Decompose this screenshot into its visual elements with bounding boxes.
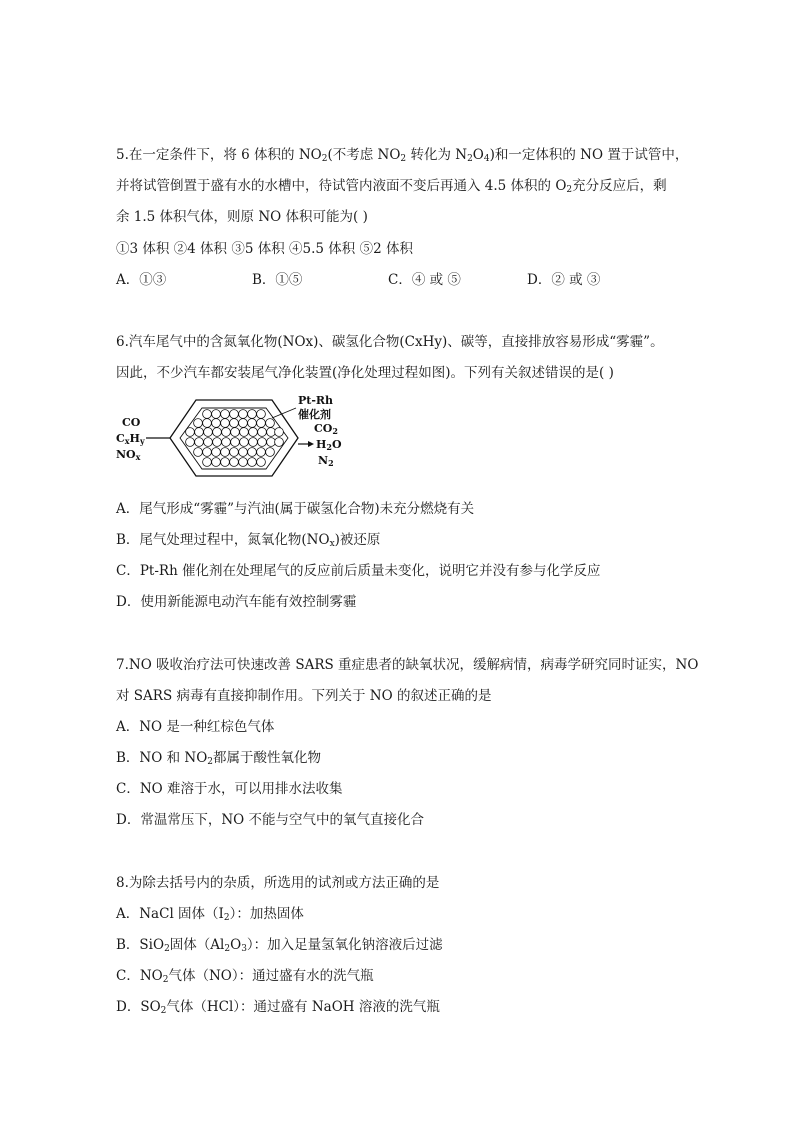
catalyst-label-2: 催化剂: [298, 408, 331, 421]
q5-stem-line-2: 并将试管倒置于盛有水的水槽中，待试管内液面不变后再通入 4.5 体积的 $O_2$充分反应后，剩: [116, 178, 667, 195]
output-co2-label: CO2: [314, 422, 338, 436]
q5-volume-choices: ①3 体积 ②4 体积 ③5 体积 ④5.5 体积 ⑤2 体积: [116, 241, 413, 257]
q6-option-c: C．Pt-Rh 催化剂在处理尾气的反应前后质量未变化，说明它并没有参与化学反应: [116, 563, 601, 579]
q7-stem-line-2: 对 SARS 病毒有直接抑制作用。下列关于 NO 的叙述正确的是: [116, 688, 492, 704]
q7-option-d: D．常温常压下，NO 不能与空气中的氧气直接化合: [116, 812, 424, 828]
q5-option-c: C．④ 或 ⑤: [388, 272, 461, 288]
q5-option-b: B．①⑤: [252, 272, 303, 288]
q6-option-b: B．尾气处理过程中，氮氧化物$(NO_x)$被还原: [116, 532, 381, 549]
catalyst-label-1: Pt-Rh: [298, 394, 334, 407]
output-h2o-label: H2O: [316, 438, 342, 452]
q6-stem-line-2: 因此，不少汽车都安装尾气净化装置(净化处理过程如图)。下列有关叙述错误的是( ): [116, 365, 614, 381]
q6-option-a: A．尾气形成“雾霾”与汽油(属于碳氢化合物)未充分燃烧有关: [116, 501, 475, 517]
output-arrowhead: [308, 441, 314, 447]
q8-stem: 8.为除去括号内的杂质，所选用的试剂或方法正确的是: [116, 875, 440, 891]
q5-stem-line-1: 5.在一定条件下，将 6 体积的 $NO_2$(不考虑 $NO_2$ 转化为 $N_2O_4$)和一定体积的 NO 置于试管中，: [116, 147, 689, 164]
q7-option-c: C．NO 难溶于水，可以用排水法收集: [116, 781, 343, 797]
q8-option-b: B．SiO$_2$固体$(Al_2O_3)$：加入足量氢氧化钠溶液后过滤: [116, 937, 443, 954]
q7-stem-line-1: 7.NO 吸收治疗法可快速改善 SARS 重症患者的缺氧状况，缓解病情，病毒学研究同时证实，NO: [116, 657, 699, 673]
q7-option-a: A．NO 是一种红棕色气体: [116, 719, 275, 735]
input-co-label: CO: [122, 416, 141, 429]
q8-option-a: A．NaCl 固体$(I_2)$：加热固体: [116, 906, 304, 923]
q6-stem-line-1: 6.汽车尾气中的含氮氧化物(NOx)、碳氢化合物(CxHy)、碳等，直接排放容易形成“雾霾”。: [116, 334, 664, 350]
q5-stem-line-3: 余 1.5 体积气体，则原 NO 体积可能为( ): [116, 209, 368, 225]
q8-option-c: C．$NO_2$气体（NO）：通过盛有水的洗气瓶: [116, 968, 374, 985]
q5-option-a: A．①③: [116, 272, 167, 288]
q6-option-d: D．使用新能源电动汽车能有效控制雾霾: [116, 594, 357, 610]
input-nox-label: NOx: [116, 448, 141, 462]
exhaust-purifier-diagram: [112, 392, 362, 478]
q8-option-d: D．$SO_2$气体（HCl）：通过盛有 NaOH 溶液的洗气瓶: [116, 999, 440, 1016]
q5-option-d: D．② 或 ③: [527, 272, 601, 288]
output-n2-label: N2: [318, 454, 334, 468]
input-cxhy-label: CxHy: [116, 432, 145, 446]
q7-option-b: B．NO 和 $NO_2$都属于酸性氧化物: [116, 750, 321, 767]
